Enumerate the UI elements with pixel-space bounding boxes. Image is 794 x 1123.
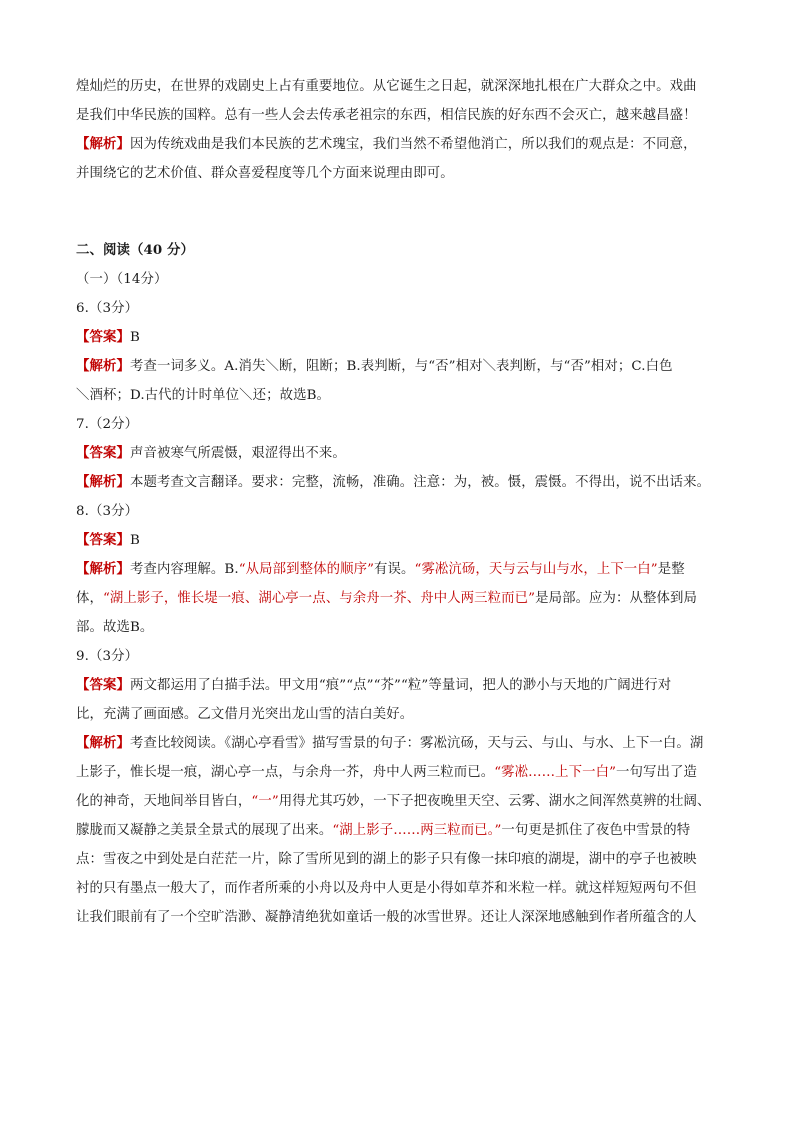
question-7-answer [76,439,726,468]
intro-analysis-line-2: 并围绕它的艺术价值、群众喜爱程度等几个方面来说理由即可。 [76,166,454,181]
question-8-head: 8.（3分） [76,504,139,519]
question-7-analysis [76,468,726,497]
question-6-answer [76,323,726,352]
answer-text: B [129,330,140,345]
analysis-text: 上影子，惟长堤一痕，湖心亭一点，与余舟一芥，舟中人两三粒而已。 [76,765,495,780]
analysis-text: 一句写出了造 [616,765,697,780]
answer-tag: 【答案】 [76,532,130,548]
question-8-analysis-2 [76,584,726,613]
analysis-tag: 【解析】 [76,735,130,751]
question-9-head: 9.（3分） [76,649,139,664]
document-content [76,72,726,932]
highlight-quote: “从局部到整体的顺序” [238,562,375,577]
section-title: 二、阅读（40 分） [76,242,195,258]
highlight-quote: “湖上影子，惟长堤一痕、湖心亭一点、与余舟一芥、舟中人两三粒而已” [102,591,536,606]
question-6-head: 6.（3分） [76,301,139,316]
intro-analysis-text: 因为传统戏曲是我们本民族的艺术瑰宝，我们当然不希望他消亡，所以我们的观点是：不同意， [129,137,697,152]
question-9-analysis-3 [76,787,726,816]
question-7-head: 7.（2分） [76,417,139,432]
analysis-text: 考查内容理解。B. [129,562,239,577]
intro-line-2: 是我们中华民族的国粹。总有一些人会去传承老祖宗的东西，相信民族的好东西不会灭亡，越来越昌盛！ [76,108,697,123]
analysis-text: 考查一词多义。A.消失＼断，阻断；B.表判断，与“否”相对＼表判断，与“否”相对；C.白色 [129,359,673,374]
question-6-analysis-1 [76,352,726,381]
question-9-analysis-7: 让我们眼前有了一个空旷浩渺、凝静清绝犹如童话一般的冰雪世界。还让人深深地感触到作者所蕴含的人 [76,910,697,925]
analysis-tag: 【解析】 [76,358,130,374]
analysis-text: 本题考查文言翻译。要求：完整，流畅，准确。注意：为，被。慑，震慑。不得出，说不出话来。 [129,475,711,490]
question-9-analysis-2 [76,758,726,787]
question-8-answer [76,526,726,555]
highlight-quote: “湖上影子……两三粒而已。” [332,823,502,838]
question-9-analysis-5: 点：雪夜之中到处是白茫茫一片，除了雪所见到的湖上的影子只有像一抹印痕的湖堤，湖中的亭子也被映 [76,852,697,867]
answer-tag: 【答案】 [76,445,130,461]
question-9-analysis-4 [76,816,726,845]
question-9-answer-2: 比，充满了画面感。乙文借月光突出龙山雪的洁白美好。 [76,707,414,722]
analysis-text: 体， [76,591,103,606]
intro-analysis-line-1 [76,130,726,159]
analysis-text: 朦胧而又凝静之美景全景式的展现了出来。 [76,823,333,838]
question-9-answer-1 [76,671,726,700]
answer-tag: 【答案】 [76,329,130,345]
question-9-analysis-6: 衬的只有墨点一般大了，而作者所乘的小舟以及舟中人更是小得如草芥和米粒一样。就这样短短两句不但 [76,881,697,896]
analysis-text: 有误。 [374,562,415,577]
question-6-analysis-2: ＼酒杯；D.古代的计时单位＼还；故选B。 [76,388,330,403]
analysis-text: 一句更是抓住了夜色中雪景的特 [501,823,691,838]
question-9-analysis-1 [76,729,726,758]
section-subtitle: （一）（14分） [76,272,168,287]
answer-text: 声音被寒气所震慑，艰涩得出不来。 [129,446,346,461]
question-8-analysis-1 [76,555,726,584]
analysis-text: 考查比较阅读。《湖心亭看雪》描写雪景的句子：雾凇沆砀，天与云、与山、与水、上下一白。湖 [129,736,704,751]
analysis-text: 是整 [657,562,685,577]
intro-line-1: 煌灿烂的历史，在世界的戏剧史上占有重要地位。从它诞生之日起，就深深地扎根在广大群众之中。戏曲 [76,79,697,94]
answer-text: 两文都运用了白描手法。甲文用“痕”“点”“芥”“粒”等量词，把人的渺小与天地的广阔进行对 [129,678,672,693]
analysis-text: 用得尤其巧妙，一下子把夜晚里天空、云雾、湖水之间浑然莫辨的壮阔、 [278,794,711,809]
highlight-quote: “雾凇……上下一白” [494,765,617,780]
answer-text: B [129,533,140,548]
highlight-quote: “一” [251,794,279,809]
analysis-tag: 【解析】 [76,136,130,152]
analysis-tag: 【解析】 [76,561,130,577]
question-8-analysis-3: 部。故选B。 [76,620,154,635]
answer-tag: 【答案】 [76,677,130,693]
analysis-text: 化的神奇，天地间举目皆白， [76,794,252,809]
highlight-quote: “雾凇沆砀，天与云与山与水，上下一白” [414,562,658,577]
analysis-text: 是局部。应为：从整体到局 [535,591,697,606]
analysis-tag: 【解析】 [76,474,130,490]
